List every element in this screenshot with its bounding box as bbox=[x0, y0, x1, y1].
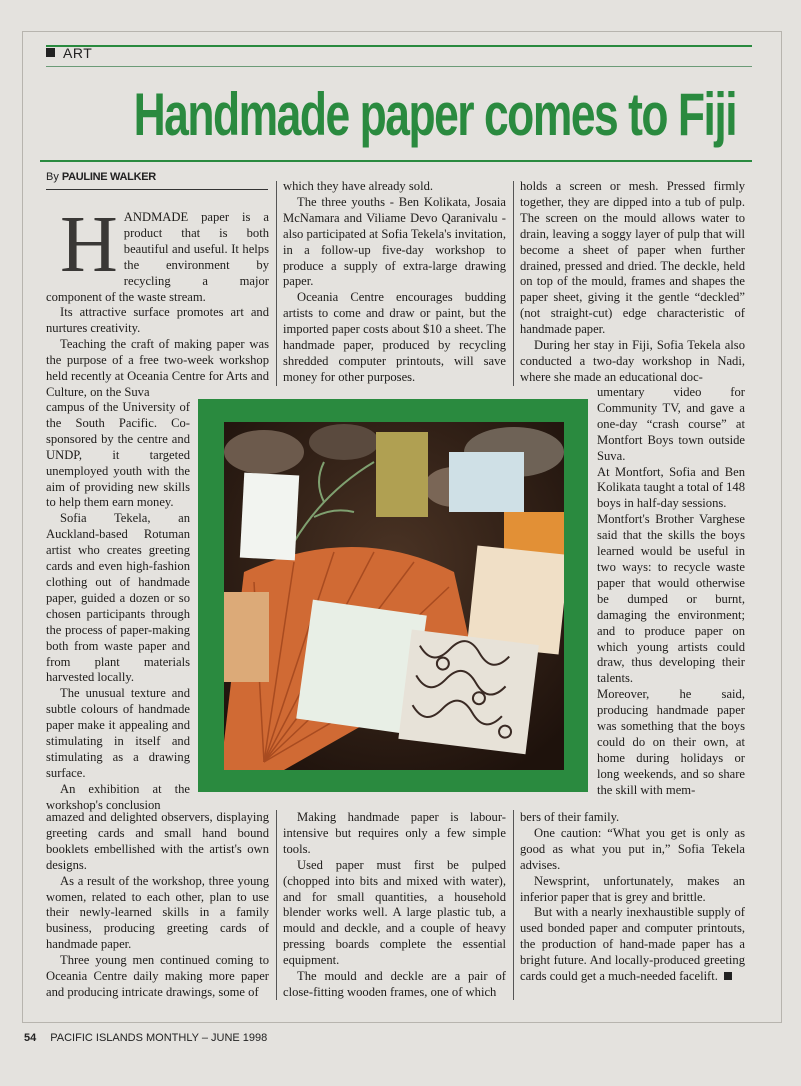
column-3-bottom bbox=[520, 810, 745, 985]
paragraph: The three youths - Ben Kolikata, Josaia McNamara and Viliame Devo Qaranivalu - also participated at Sofia Tekela's invitation, in a follow-up five-day workshop to produce a supply of extra-large drawing paper. bbox=[283, 194, 506, 289]
column-1-top bbox=[46, 201, 269, 401]
paragraph: amazed and delighted observers, displaying greeting cards and small hand bound booklets embellished with the artist's own designs. bbox=[46, 810, 269, 872]
byline-author: PAULINE WALKER bbox=[61, 171, 156, 183]
paragraph: Oceania Centre encourages budding artists to come and draw or paint, but the imported paper costs about $10 a sheet. The handmade paper, produced by recycling shredded computer printouts, will save money for other purposes. bbox=[283, 290, 506, 384]
paragraph: umentary video for Community TV, and gave a one-day “crash course” at Montfort Boys town outside Suva. bbox=[597, 385, 745, 463]
handmade-paper-photo bbox=[224, 422, 564, 770]
page-number: 54 bbox=[24, 1032, 37, 1044]
page-footer bbox=[24, 1032, 267, 1044]
lead-text: ANDMADE paper is a product that is both beautiful and useful. It helps the environment by recycling a major component of the waste stream. bbox=[46, 210, 269, 304]
paragraph: campus of the University of the South Pacific. Co-sponsored by the centre and UNDP, it targeted unemployed youth with the aim of providing new skills to help them earn money. bbox=[46, 400, 190, 510]
paragraph: Used paper must first be pulped (chopped into bits and mixed with water), and for small quantities, a household blender works well. A large plastic tub, a mould and deckle, and a couple of heavy pressing boards complete the essential equipment. bbox=[283, 857, 506, 968]
paragraph: During her stay in Fiji, Sofia Tekela also conducted a two-day workshop in Nadi, where she made an educational doc- bbox=[520, 338, 745, 384]
paragraph: Teaching the craft of making paper was the purpose of a free two-week workshop held recently at Oceania Centre for Arts and Culture, on the Suva bbox=[46, 337, 269, 399]
paragraph: holds a screen or mesh. Pressed firmly together, they are dipped into a tub of pulp. The screen on the mould allows water to drain, leaving a soggy layer of pulp that will become a sheet of paper when further drained, pressed and dried. The deckle, held on top of the mould, frames and shapes the paper sheet, giving it the gentle “deckled” (not straight-cut) edge characteristic of handmade paper. bbox=[520, 179, 745, 337]
end-mark-icon bbox=[724, 972, 732, 980]
paragraph: The unusual texture and subtle colours of handmade paper make it appealing and stimulating in itself and stimulating as a drawing surface. bbox=[46, 686, 190, 780]
byline bbox=[46, 171, 156, 183]
publication-name: PACIFIC ISLANDS MONTHLY – JUNE 1998 bbox=[50, 1032, 268, 1044]
paragraph: Making handmade paper is labour-intensive but requires only a few simple tools. bbox=[283, 810, 506, 856]
paragraph: An exhibition at the workshop's conclusion bbox=[46, 781, 190, 812]
column-2-bottom bbox=[283, 810, 506, 1001]
paragraph: Its attractive surface promotes art and nurtures creativity. bbox=[46, 305, 269, 336]
byline-rule bbox=[46, 189, 268, 190]
lead-paragraph bbox=[46, 201, 269, 305]
top-green-rule bbox=[46, 45, 752, 47]
paragraph-text: But with a nearly inexhaustible supply of used bonded paper and computer printouts, the production of hand-made paper has a bright future. And locally-produced greeting cards could get a much-needed facelift. bbox=[520, 905, 745, 984]
photo-frame bbox=[198, 399, 588, 792]
section-underline bbox=[46, 66, 752, 67]
paper-samples-illustration bbox=[224, 422, 564, 770]
paragraph: Moreover, he said, producing handmade paper was something that the boys could do on their own, at home during holidays or long weekends, and so share the skill with mem- bbox=[597, 687, 745, 797]
section-label bbox=[46, 45, 92, 61]
paragraph: At Montfort, Sofia and Ben Kolikata taught a total of 148 boys in half-day sessions. bbox=[597, 464, 745, 511]
headline-rule bbox=[40, 160, 752, 162]
paragraph: Three young men continued coming to Oceania Centre daily making more paper and producing intricate drawings, some of bbox=[46, 953, 269, 999]
column-rule bbox=[276, 181, 277, 386]
paragraph: The mould and deckle are a pair of close-fitting wooden frames, one of which bbox=[283, 969, 506, 999]
paragraph: Montfort's Brother Varghese said that the skills the boys learned would be useful in two ways: to recycle waste paper that would otherwise be dumped or burnt, damaging the environment; and to produce paper on which young artists could draw, thus developing their talents. bbox=[597, 512, 745, 686]
byline-prefix: By bbox=[46, 171, 59, 183]
column-rule bbox=[513, 181, 514, 386]
paragraph: Newsprint, unfortunately, makes an inferior paper that is grey and brittle. bbox=[520, 873, 745, 904]
column-3-wrap bbox=[597, 385, 745, 799]
column-1-bottom bbox=[46, 810, 269, 1001]
column-2-top bbox=[283, 179, 506, 386]
drop-cap: H bbox=[60, 201, 118, 289]
paragraph: One caution: “What you get is only as good as what you put in,” Sofia Tekela advises. bbox=[520, 825, 745, 872]
paragraph bbox=[520, 905, 745, 985]
section-bullet-icon bbox=[46, 48, 55, 57]
paragraph: As a result of the workshop, three young women, related to each other, plan to use their newly-learned skills in a family business, producing greeting cards of handmade paper. bbox=[46, 873, 269, 952]
paragraph: bers of their family. bbox=[520, 810, 620, 824]
headline: Handmade paper comes to Fiji bbox=[133, 81, 737, 148]
column-1-wrap bbox=[46, 400, 190, 814]
column-rule bbox=[513, 810, 514, 1000]
column-rule bbox=[276, 810, 277, 1000]
section-name: ART bbox=[63, 45, 93, 61]
paragraph: Sofia Tekela, an Auckland-based Rotuman artist who creates greeting cards and even high-fashion clothing out of handmade paper, guided a dozen or so chosen participants through the process of paper-making both from waste paper and from plant materials harvested locally. bbox=[46, 511, 190, 685]
paragraph: which they have already sold. bbox=[283, 179, 434, 193]
column-3-top bbox=[520, 179, 745, 386]
